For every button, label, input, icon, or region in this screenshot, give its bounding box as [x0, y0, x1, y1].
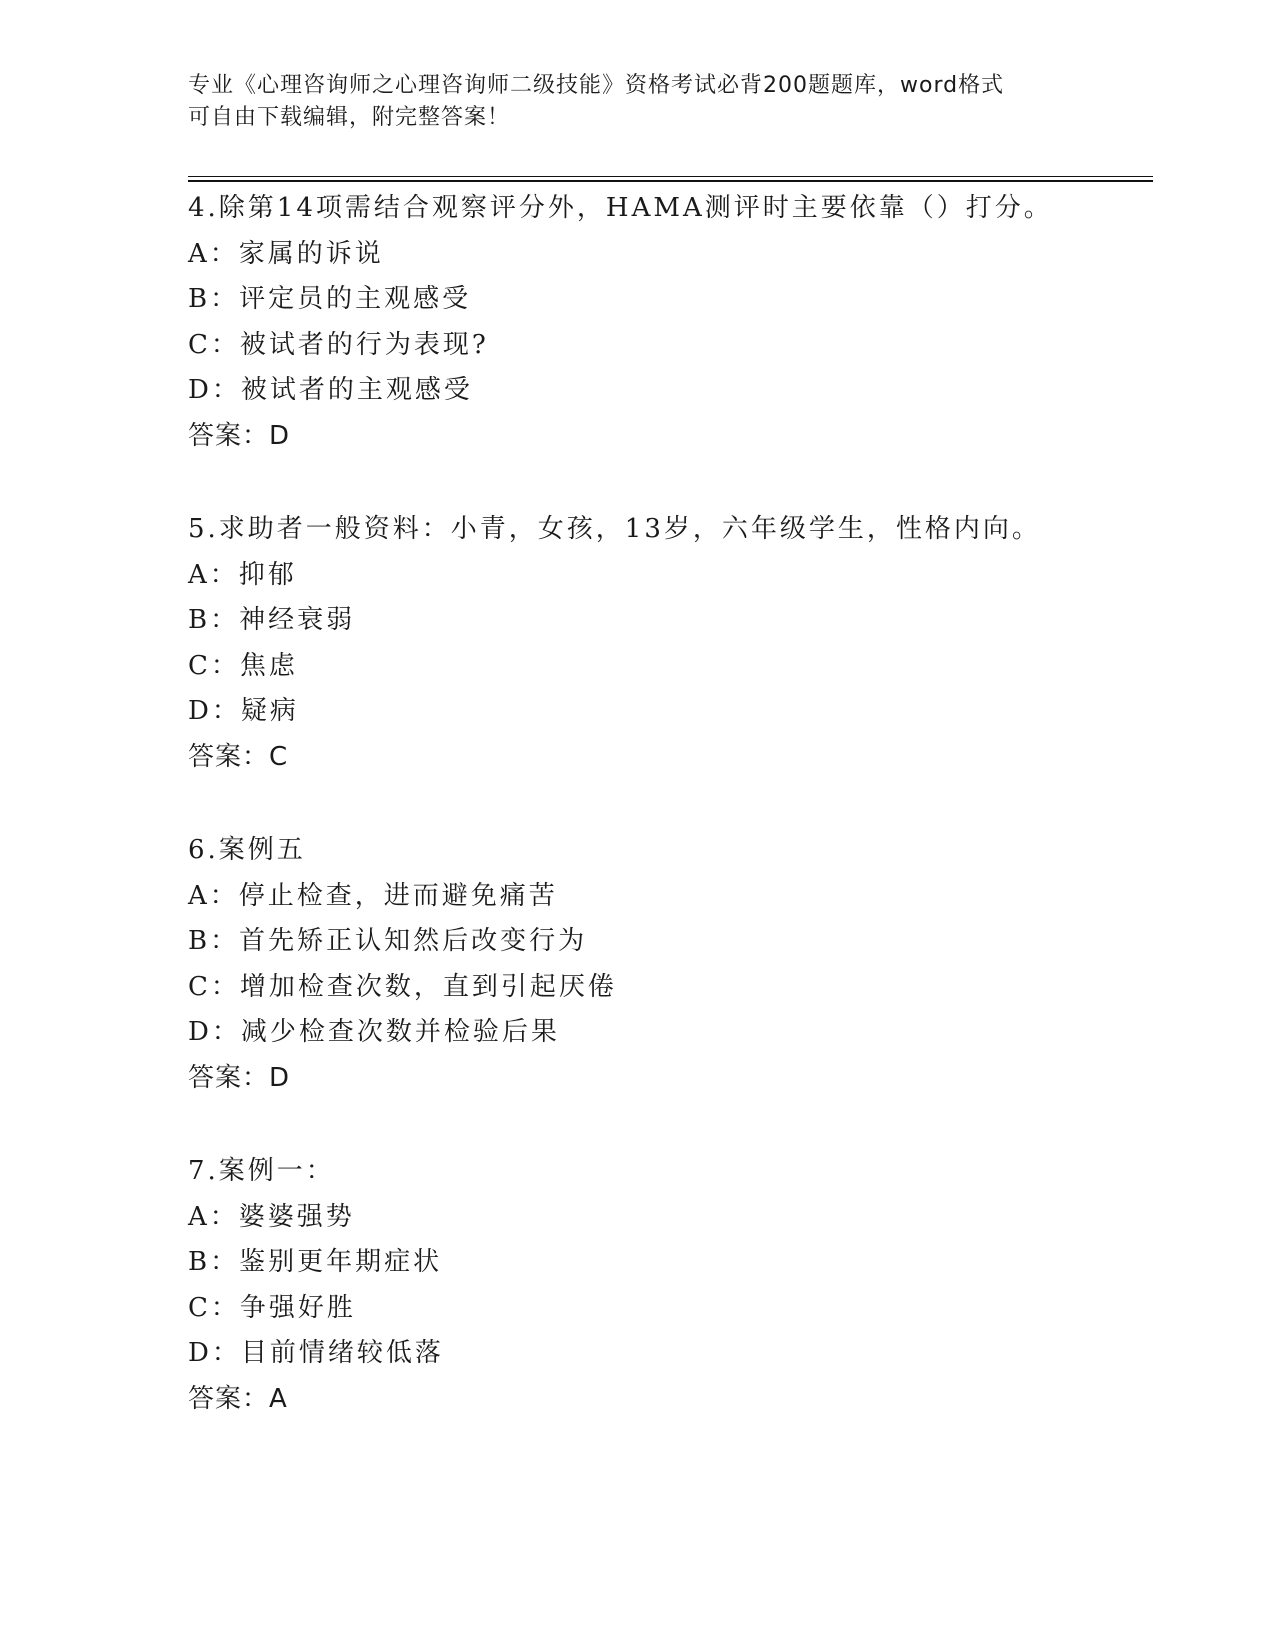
option-key: A： [188, 238, 239, 269]
option-text: 鉴别更年期症状 [239, 1247, 443, 1277]
option-key: D： [188, 696, 241, 726]
option-key: A： [188, 880, 239, 911]
header-divider-thin [188, 176, 1153, 177]
answer-line: 答案：D [188, 1062, 291, 1093]
option-b [188, 919, 1148, 965]
option-text: 减少检查次数并检验后果 [240, 1017, 560, 1047]
option-key: B： [188, 605, 240, 635]
option-text: 神经衰弱 [239, 605, 356, 635]
option-key: D： [188, 375, 241, 405]
document-header [188, 70, 1068, 134]
option-key: B： [188, 284, 240, 314]
option-d [188, 1010, 1148, 1056]
question-stem: 6.案例五 [188, 835, 306, 865]
option-d [188, 689, 1148, 735]
option-c [188, 644, 1148, 690]
option-key: B： [188, 1247, 240, 1277]
option-text: 目前情绪较低落 [240, 1338, 444, 1368]
option-d [188, 368, 1148, 414]
header-divider-thick [188, 180, 1153, 182]
option-a [188, 553, 1148, 599]
option-c [188, 965, 1148, 1011]
option-key: D： [188, 1017, 241, 1047]
question-stem: 5.求助者一般资料：小青，女孩，13岁，六年级学生，性格内向。 [188, 514, 1041, 544]
header-line-1: 专业《心理咨询师之心理咨询师二级技能》资格考试必背200题题库，word格式 [188, 73, 1005, 98]
option-text: 家属的诉说 [238, 238, 384, 269]
header-line-2: 可自由下载编辑，附完整答案！ [188, 105, 511, 130]
option-a [188, 1195, 1148, 1241]
option-text: 被试者的主观感受 [240, 375, 473, 405]
option-text: 评定员的主观感受 [239, 284, 472, 314]
option-key: B： [188, 926, 240, 956]
option-a [188, 874, 1148, 920]
option-b [188, 598, 1148, 644]
option-text: 抑郁 [238, 559, 297, 590]
question-block [188, 507, 1148, 780]
option-c [188, 1286, 1148, 1332]
option-text: 争强好胜 [239, 1292, 356, 1323]
answer-line: 答案：D [188, 420, 291, 451]
option-key: C： [188, 1292, 240, 1323]
option-text: 停止检查，进而避免痛苦 [238, 880, 558, 911]
question-block [188, 828, 1148, 1101]
option-a [188, 232, 1148, 278]
option-b [188, 277, 1148, 323]
answer-line: 答案：C [188, 741, 289, 772]
option-c [188, 323, 1148, 369]
option-b [188, 1240, 1148, 1286]
question-stem: 4.除第14项需结合观察评分外，HAMA测评时主要依靠（）打分。 [188, 193, 1053, 223]
option-text: 婆婆强势 [238, 1201, 355, 1232]
question-block [188, 186, 1148, 459]
option-key: A： [188, 1201, 239, 1232]
option-key: C： [188, 329, 240, 360]
question-stem: 7.案例一： [188, 1156, 335, 1186]
option-text: 焦虑 [239, 650, 298, 681]
option-key: C： [188, 971, 240, 1002]
option-text: 疑病 [240, 696, 299, 726]
option-key: A： [188, 559, 239, 590]
answer-line: 答案：A [188, 1383, 288, 1414]
option-text: 被试者的行为表现? [239, 329, 489, 360]
option-text: 增加检查次数，直到引起厌倦 [239, 971, 617, 1002]
option-text: 首先矫正认知然后改变行为 [239, 926, 588, 956]
question-block [188, 1149, 1148, 1422]
option-d [188, 1331, 1148, 1377]
option-key: C： [188, 650, 240, 681]
option-key: D： [188, 1338, 241, 1368]
